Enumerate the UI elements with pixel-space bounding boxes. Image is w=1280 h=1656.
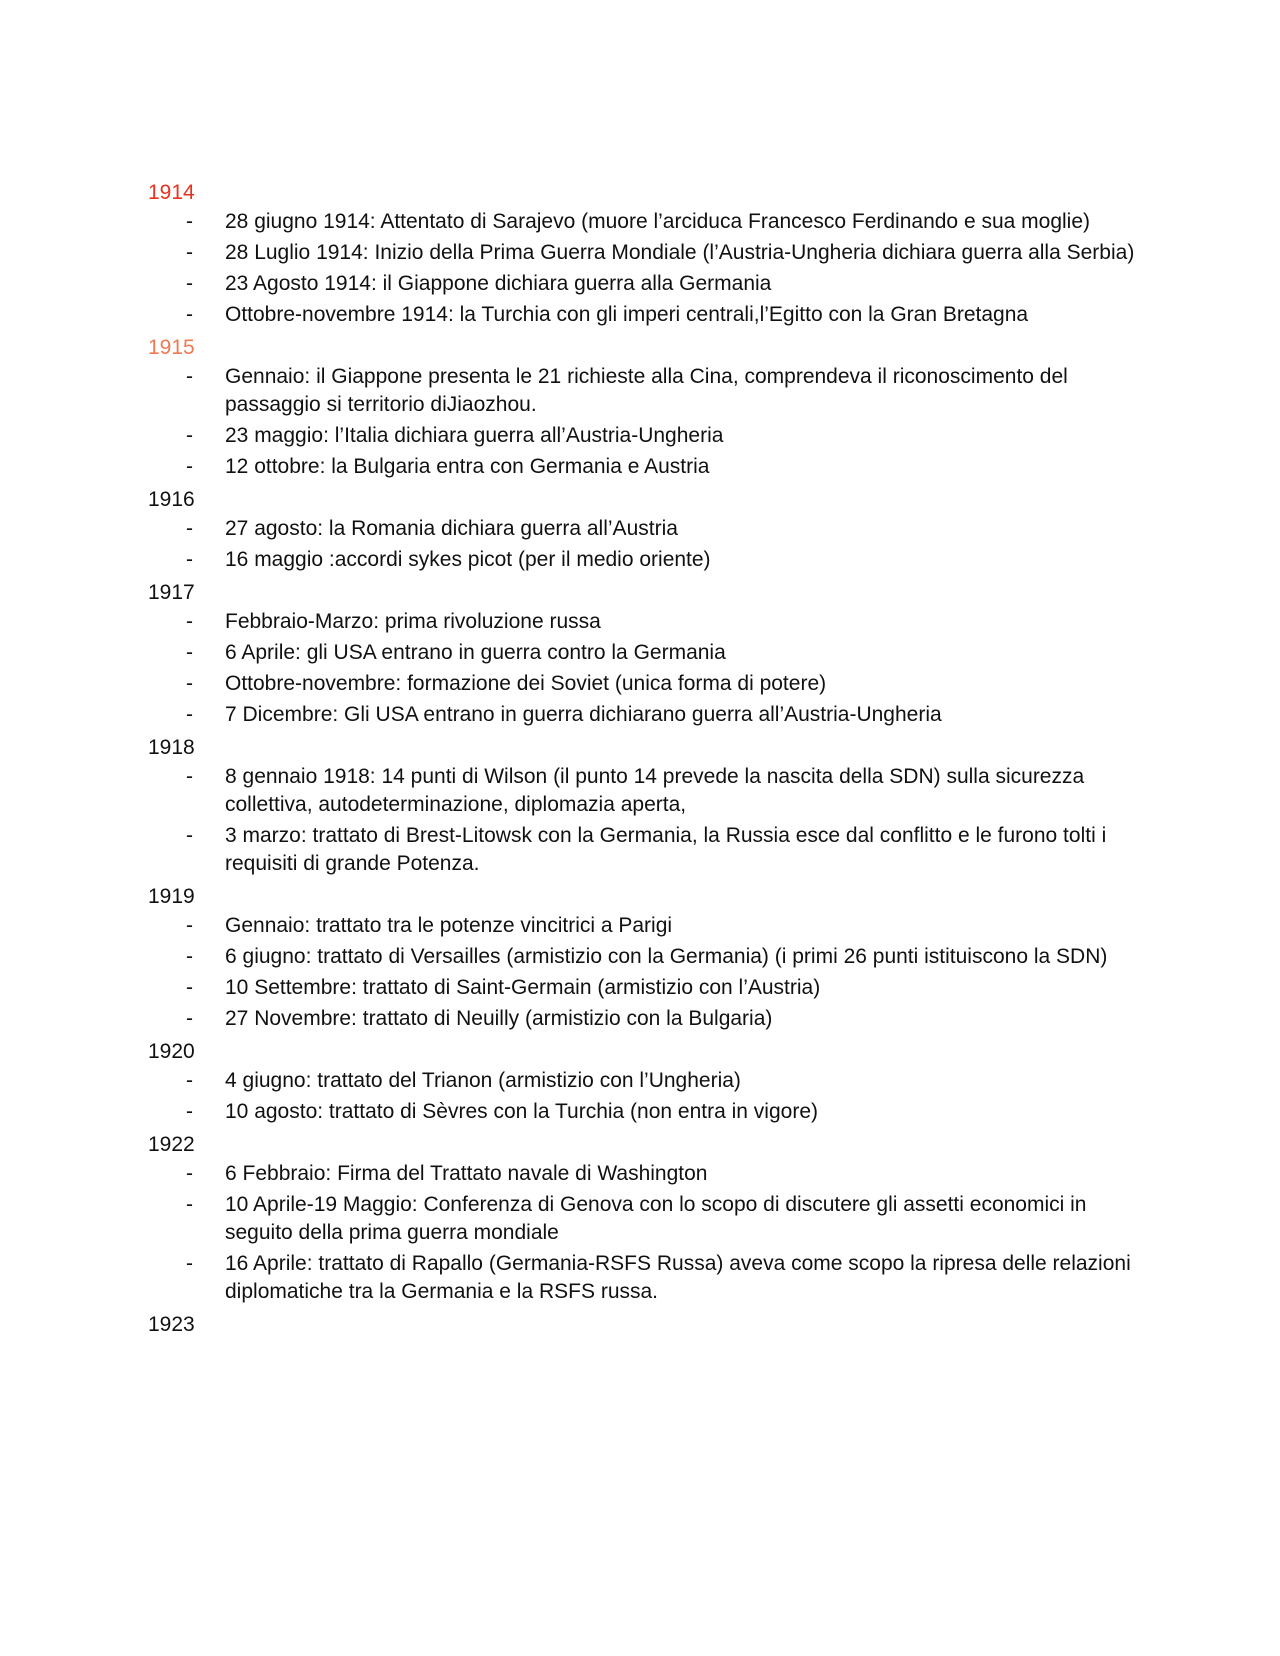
timeline-document xyxy=(148,177,1148,1340)
event-item xyxy=(148,1067,1148,1095)
event-item xyxy=(148,974,1148,1002)
event-item xyxy=(148,208,1148,236)
event-text: Gennaio: trattato tra le potenze vincitrici a Parigi xyxy=(225,914,673,937)
bullet-dash: - xyxy=(186,1069,193,1092)
year-heading: 1920 xyxy=(148,1040,195,1063)
event-text: 23 maggio: l’Italia dichiara guerra all’Austria-Ungheria xyxy=(225,424,724,447)
event-text: Ottobre-novembre 1914: la Turchia con gli imperi centrali,l’Egitto con la Gran Bretagna xyxy=(225,303,1029,326)
event-text: 12 ottobre: la Bulgaria entra con Germania e Austria xyxy=(225,455,710,478)
year-section-1920 xyxy=(148,1036,1148,1126)
event-list xyxy=(148,912,1148,1033)
bullet-dash: - xyxy=(186,1193,193,1216)
event-text: 6 Febbraio: Firma del Trattato navale di Washington xyxy=(225,1162,708,1185)
year-heading: 1923 xyxy=(148,1313,195,1336)
bullet-dash: - xyxy=(186,610,193,633)
event-text: 10 agosto: trattato di Sèvres con la Turchia (non entra in vigore) xyxy=(225,1100,818,1123)
event-item xyxy=(148,270,1148,298)
event-text: 10 Aprile-19 Maggio: Conferenza di Genova con lo scopo di discutere gli assetti economici in seguito della prima guerra mondiale xyxy=(225,1193,1087,1244)
year-heading: 1922 xyxy=(148,1133,195,1156)
event-item xyxy=(148,422,1148,450)
event-item xyxy=(148,822,1148,878)
event-list xyxy=(148,363,1148,481)
event-text: 7 Dicembre: Gli USA entrano in guerra dichiarano guerra all’Austria-Ungheria xyxy=(225,703,942,726)
bullet-dash: - xyxy=(186,424,193,447)
bullet-dash: - xyxy=(186,548,193,571)
event-text: Ottobre-novembre: formazione dei Soviet (unica forma di potere) xyxy=(225,672,827,695)
event-item xyxy=(148,943,1148,971)
event-list xyxy=(148,1067,1148,1126)
event-text: 8 gennaio 1918: 14 punti di Wilson (il punto 14 prevede la nascita della SDN) sulla sicurezza collettiva, autodeterminazione, diplomazia aperta, xyxy=(225,765,1085,816)
bullet-dash: - xyxy=(186,672,193,695)
event-item xyxy=(148,363,1148,419)
event-item xyxy=(148,670,1148,698)
event-item xyxy=(148,1191,1148,1247)
event-list xyxy=(148,608,1148,729)
year-section-1916 xyxy=(148,484,1148,574)
event-list xyxy=(148,208,1148,329)
year-heading: 1919 xyxy=(148,885,195,908)
bullet-dash: - xyxy=(186,703,193,726)
bullet-dash: - xyxy=(186,303,193,326)
year-heading: 1915 xyxy=(148,336,195,359)
event-item xyxy=(148,239,1148,267)
event-list xyxy=(148,1160,1148,1306)
bullet-dash: - xyxy=(186,976,193,999)
bullet-dash: - xyxy=(186,517,193,540)
year-section-1915 xyxy=(148,332,1148,481)
event-item xyxy=(148,1250,1148,1306)
event-item xyxy=(148,639,1148,667)
year-section-1923 xyxy=(148,1309,1148,1340)
bullet-dash: - xyxy=(186,365,193,388)
bullet-dash: - xyxy=(186,1100,193,1123)
year-section-1914 xyxy=(148,177,1148,329)
event-text: 28 giugno 1914: Attentato di Sarajevo (muore l’arciduca Francesco Ferdinando e sua moglie) xyxy=(225,210,1091,233)
event-text: Gennaio: il Giappone presenta le 21 richieste alla Cina, comprendeva il riconoscimento del passaggio si territorio diJiaozhou. xyxy=(225,365,1068,416)
bullet-dash: - xyxy=(186,1252,193,1275)
event-text: 16 Aprile: trattato di Rapallo (Germania-RSFS Russa) aveva come scopo la ripresa delle relazioni diplomatiche tra la Germania e la RSFS russa. xyxy=(225,1252,1131,1303)
bullet-dash: - xyxy=(186,1007,193,1030)
event-item xyxy=(148,1005,1148,1033)
event-text: 6 Aprile: gli USA entrano in guerra contro la Germania xyxy=(225,641,726,664)
event-text: 27 agosto: la Romania dichiara guerra all’Austria xyxy=(225,517,678,540)
event-item xyxy=(148,763,1148,819)
event-text: 23 Agosto 1914: il Giappone dichiara guerra alla Germania xyxy=(225,272,772,295)
year-heading: 1917 xyxy=(148,581,195,604)
event-text: 16 maggio :accordi sykes picot (per il medio oriente) xyxy=(225,548,711,571)
bullet-dash: - xyxy=(186,1162,193,1185)
bullet-dash: - xyxy=(186,210,193,233)
event-item xyxy=(148,546,1148,574)
bullet-dash: - xyxy=(186,455,193,478)
event-text: 6 giugno: trattato di Versailles (armistizio con la Germania) (i primi 26 punti istituiscono la SDN) xyxy=(225,945,1108,968)
event-item xyxy=(148,1098,1148,1126)
year-section-1917 xyxy=(148,577,1148,729)
year-section-1922 xyxy=(148,1129,1148,1306)
event-item xyxy=(148,1160,1148,1188)
event-text: 4 giugno: trattato del Trianon (armistizio con l’Ungheria) xyxy=(225,1069,741,1092)
bullet-dash: - xyxy=(186,272,193,295)
bullet-dash: - xyxy=(186,945,193,968)
bullet-dash: - xyxy=(186,824,193,847)
year-heading: 1916 xyxy=(148,488,195,511)
event-item xyxy=(148,701,1148,729)
event-text: 3 marzo: trattato di Brest-Litowsk con la Germania, la Russia esce dal conflitto e le furono tolti i requisiti di grande Potenza. xyxy=(225,824,1107,875)
event-text: 10 Settembre: trattato di Saint-Germain (armistizio con l’Austria) xyxy=(225,976,821,999)
year-heading: 1918 xyxy=(148,736,195,759)
year-section-1919 xyxy=(148,881,1148,1033)
event-item xyxy=(148,453,1148,481)
event-list xyxy=(148,763,1148,878)
year-section-1918 xyxy=(148,732,1148,878)
event-text: Febbraio-Marzo: prima rivoluzione russa xyxy=(225,610,601,633)
year-heading: 1914 xyxy=(148,181,195,204)
bullet-dash: - xyxy=(186,641,193,664)
event-item xyxy=(148,301,1148,329)
event-text: 27 Novembre: trattato di Neuilly (armistizio con la Bulgaria) xyxy=(225,1007,773,1030)
bullet-dash: - xyxy=(186,241,193,264)
event-item xyxy=(148,912,1148,940)
bullet-dash: - xyxy=(186,914,193,937)
event-list xyxy=(148,515,1148,574)
event-item xyxy=(148,515,1148,543)
event-text: 28 Luglio 1914: Inizio della Prima Guerra Mondiale (l’Austria-Ungheria dichiara guerra alla Serbia) xyxy=(225,241,1135,264)
bullet-dash: - xyxy=(186,765,193,788)
event-item xyxy=(148,608,1148,636)
